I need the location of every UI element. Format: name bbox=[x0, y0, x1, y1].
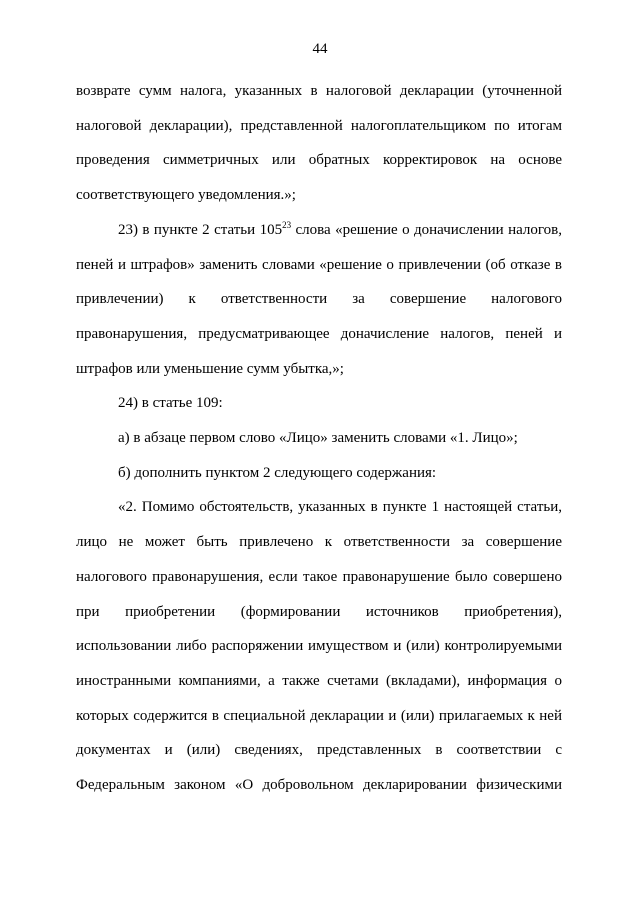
text-segment: 23) в пункте 2 статьи 105 bbox=[118, 221, 283, 238]
document-body bbox=[76, 74, 562, 803]
text-line: Федеральным законом «О добровольном декларировании физическими bbox=[76, 777, 562, 794]
superscript-article-number: 23 bbox=[282, 219, 292, 230]
text-line: использовании либо распоряжении имуществом и (или) контролируемыми bbox=[76, 638, 562, 655]
text-line: а) в абзаце первом слово «Лицо» заменить словами «1. Лицо»; bbox=[118, 430, 518, 447]
paragraph-item-24 bbox=[76, 386, 562, 421]
text-segment: слова «решение о доначислении налогов, bbox=[291, 221, 562, 238]
text-line: налогового правонарушения, если такое правонарушение было совершено bbox=[76, 568, 562, 585]
text-line: налоговой декларации), представленной налогоплательщиком по итогам bbox=[76, 117, 562, 134]
text-line: б) дополнить пунктом 2 следующего содержания: bbox=[118, 464, 437, 481]
text-line: возврате сумм налога, указанных в налоговой декларации (уточненной bbox=[76, 83, 562, 99]
text-line: проведения симметричных или обратных корректировок на основе bbox=[76, 152, 562, 169]
paragraph-sub-b bbox=[76, 456, 562, 491]
text-line: иностранными компаниями, а также счетами (вкладами), информация о bbox=[76, 672, 562, 689]
text-line bbox=[76, 213, 562, 248]
text-line: 24) в статье 109: bbox=[118, 395, 223, 412]
paragraph-quoted-clause-2 bbox=[76, 490, 562, 802]
text-line: лицо не может быть привлечено к ответственности за совершение bbox=[76, 534, 562, 551]
text-line: пеней и штрафов» заменить словами «решение о привлечении (об отказе в bbox=[76, 256, 562, 273]
text-line: штрафов или уменьшение сумм убытка,»; bbox=[76, 360, 344, 377]
paragraph-continuation bbox=[76, 74, 562, 213]
text-line: при приобретении (формировании источников приобретения), bbox=[76, 603, 562, 620]
text-line: документах и (или) сведениях, представленных в соответствии с bbox=[76, 742, 562, 759]
paragraph-item-23 bbox=[76, 213, 562, 387]
text-line: правонарушения, предусматривающее доначисление налогов, пеней и bbox=[76, 325, 562, 342]
text-line: соответствующего уведомления.»; bbox=[76, 187, 296, 204]
text-line: привлечении) к ответственности за совершение налогового bbox=[76, 291, 562, 308]
paragraph-sub-a bbox=[76, 421, 562, 456]
text-line: которых содержится в специальной декларации и (или) прилагаемых к ней bbox=[76, 707, 562, 724]
page-number: 44 bbox=[312, 41, 328, 57]
text-line: «2. Помимо обстоятельств, указанных в пункте 1 настоящей статьи, bbox=[118, 499, 562, 516]
